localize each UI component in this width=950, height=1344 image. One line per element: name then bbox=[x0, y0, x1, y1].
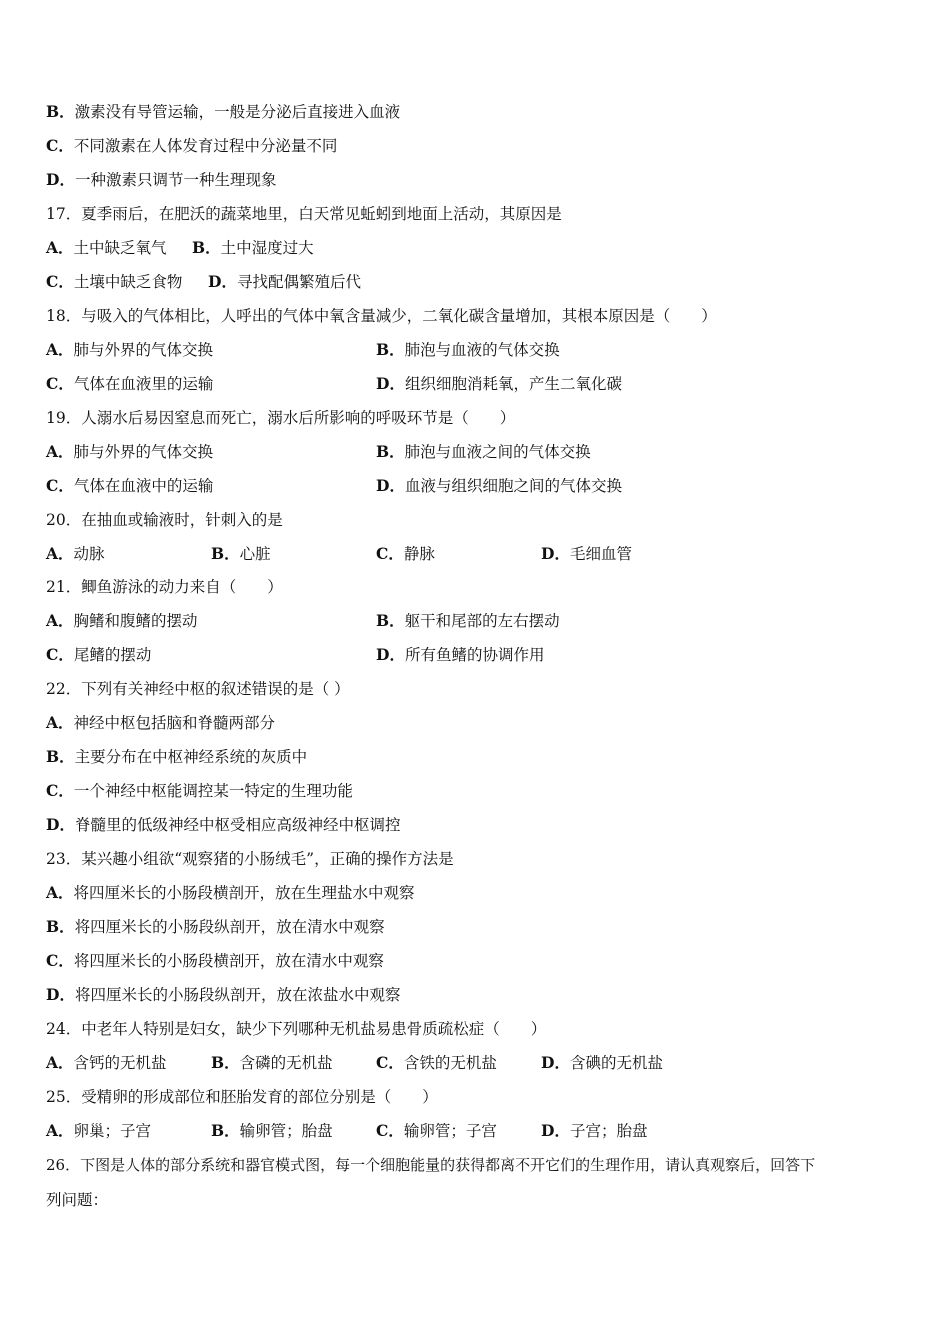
q17-option-a: A．土中缺乏氧气 bbox=[46, 238, 167, 257]
q25-option-c: C．输卵管；子宫 bbox=[376, 1121, 497, 1140]
q23-option-c: C．将四厘米长的小肠段横剖开，放在清水中观察 bbox=[46, 951, 384, 970]
q17-option-c: C．土壤中缺乏食物 bbox=[46, 272, 183, 291]
q17-option-d: D．寻找配偶繁殖后代 bbox=[208, 272, 361, 291]
q23-option-a: A．将四厘米长的小肠段横剖开，放在生理盐水中观察 bbox=[46, 883, 415, 902]
q25-option-d: D．子宫；胎盘 bbox=[541, 1121, 648, 1140]
q19-options-row-1 bbox=[46, 440, 906, 464]
option-label: B． bbox=[46, 102, 75, 121]
q21-option-d: D．所有鱼鳍的协调作用 bbox=[376, 645, 545, 664]
q19-stem: 19．人溺水后易因窒息而死亡，溺水后所影响的呼吸环节是（ ） bbox=[46, 409, 516, 427]
q21-options-row-2 bbox=[46, 643, 906, 667]
q25-option-b: B．输卵管；胎盘 bbox=[211, 1121, 333, 1140]
q25-option-a: A．卵巢；子宫 bbox=[46, 1121, 152, 1140]
q21-stem: 21．鲫鱼游泳的动力来自（ ） bbox=[46, 578, 283, 596]
q16-option-d bbox=[46, 168, 276, 192]
q22-option-c: C．一个神经中枢能调控某一特定的生理功能 bbox=[46, 781, 353, 800]
q23-option-d: D．将四厘米长的小肠段纵剖开，放在浓盐水中观察 bbox=[46, 985, 401, 1004]
q19-options-row-2 bbox=[46, 474, 906, 498]
q18-stem: 18．与吸入的气体相比，人呼出的气体中氧含量减少，二氧化碳含量增加，其根本原因是（ ） bbox=[46, 307, 717, 325]
q24-option-c: C．含铁的无机盐 bbox=[376, 1053, 497, 1072]
q16-option-b bbox=[46, 100, 400, 124]
q17-options-row-1 bbox=[46, 236, 906, 260]
q21-option-b: B．躯干和尾部的左右摆动 bbox=[376, 611, 560, 630]
q22-option-d: D．脊髓里的低级神经中枢受相应高级神经中枢调控 bbox=[46, 815, 401, 834]
q26-stem-line-1: 26．下图是人体的部分系统和器官模式图，每一个细胞能量的获得都离不开它们的生理作用，请认真观察后，回答下 bbox=[46, 1156, 816, 1174]
q24-option-d: D．含碘的无机盐 bbox=[541, 1053, 663, 1072]
q26-stem-line-2: 列问题： bbox=[46, 1191, 109, 1209]
q19-option-c: C．气体在血液中的运输 bbox=[46, 476, 214, 495]
q19-option-d: D．血液与组织细胞之间的气体交换 bbox=[376, 476, 622, 495]
q18-option-a: A．肺与外界的气体交换 bbox=[46, 340, 214, 359]
q21-options-row-1 bbox=[46, 609, 906, 633]
q23-option-b: B．将四厘米长的小肠段纵剖开，放在清水中观察 bbox=[46, 917, 385, 936]
q20-options-row bbox=[46, 542, 906, 566]
q18-option-b: B．肺泡与血液的气体交换 bbox=[376, 340, 560, 359]
q20-option-d: D．毛细血管 bbox=[541, 544, 632, 563]
q22-stem: 22．下列有关神经中枢的叙述错误的是（ ） bbox=[46, 680, 350, 698]
option-label: D． bbox=[46, 170, 75, 189]
option-text: 不同激素在人体发育过程中分泌量不同 bbox=[73, 137, 338, 155]
q17-stem: 17．夏季雨后，在肥沃的蔬菜地里，白天常见蚯蚓到地面上活动，其原因是 bbox=[46, 205, 562, 223]
q21-option-c: C．尾鳍的摆动 bbox=[46, 645, 152, 664]
q22-option-a: A．神经中枢包括脑和脊髓两部分 bbox=[46, 713, 276, 732]
q20-option-c: C．静脉 bbox=[376, 544, 435, 563]
q25-stem: 25．受精卵的形成部位和胚胎发育的部位分别是（ ） bbox=[46, 1088, 438, 1106]
q25-options-row bbox=[46, 1119, 906, 1143]
q20-option-b: B．心脏 bbox=[211, 544, 271, 563]
q19-option-b: B．肺泡与血液之间的气体交换 bbox=[376, 442, 591, 461]
q24-options-row bbox=[46, 1051, 906, 1075]
q18-option-c: C．气体在血液里的运输 bbox=[46, 374, 214, 393]
q21-option-a: A．胸鳍和腹鳍的摆动 bbox=[46, 611, 198, 630]
q23-stem: 23．某兴趣小组欲“观察猪的小肠绒毛”，正确的操作方法是 bbox=[46, 850, 454, 868]
option-text: 激素没有导管运输，一般是分泌后直接进入血液 bbox=[74, 103, 401, 121]
q20-stem: 20．在抽血或输液时，针刺入的是 bbox=[46, 511, 283, 529]
option-label: C． bbox=[46, 136, 74, 155]
q18-options-row-1 bbox=[46, 338, 906, 362]
q18-option-d: D．组织细胞消耗氧，产生二氧化碳 bbox=[376, 374, 622, 393]
q19-option-a: A．肺与外界的气体交换 bbox=[46, 442, 214, 461]
q24-option-a: A．含钙的无机盐 bbox=[46, 1053, 167, 1072]
q16-option-c bbox=[46, 134, 337, 158]
option-text: 一种激素只调节一种生理现象 bbox=[74, 171, 277, 189]
q22-option-b: B．主要分布在中枢神经系统的灰质中 bbox=[46, 747, 308, 766]
q18-options-row-2 bbox=[46, 372, 906, 396]
q17-option-b: B．土中湿度过大 bbox=[192, 238, 314, 257]
q17-options-row-2 bbox=[46, 270, 906, 294]
q24-stem: 24．中老年人特别是妇女，缺少下列哪种无机盐易患骨质疏松症（ ） bbox=[46, 1020, 547, 1038]
q20-option-a: A．动脉 bbox=[46, 544, 105, 563]
q24-option-b: B．含磷的无机盐 bbox=[211, 1053, 333, 1072]
